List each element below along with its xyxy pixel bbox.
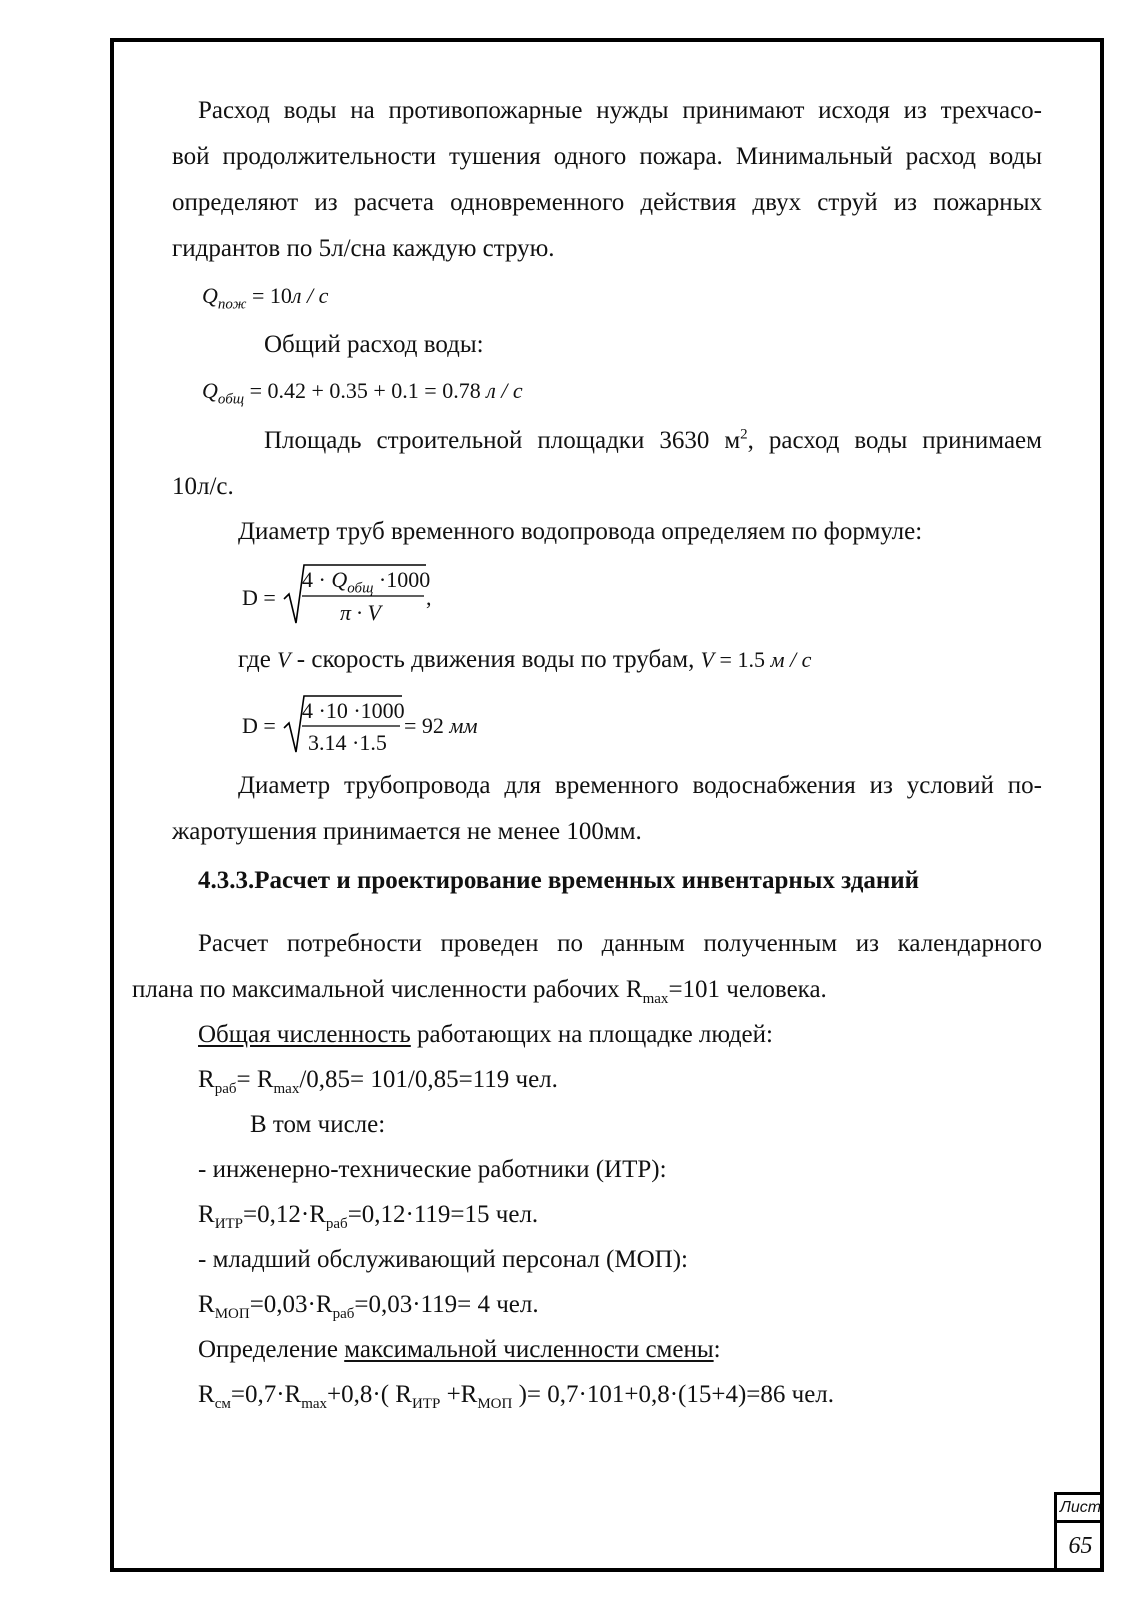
formula-symbol: V [700, 647, 715, 672]
mop-label: - младший обслуживающий персонал (МОП): [198, 1246, 688, 1273]
text-span: - скорость движения воды по трубам, [290, 646, 701, 673]
text-span: +R [440, 1381, 478, 1408]
text-span: 4 · [302, 567, 332, 592]
text-span: =0,03·119= 4 чел. [354, 1291, 539, 1318]
formula-result [404, 711, 478, 741]
velocity-definition [238, 645, 811, 675]
text-span: =101 человека. [668, 976, 827, 1003]
subscript: МОП [477, 1396, 513, 1412]
formula-r-shift [198, 1380, 834, 1410]
paragraph-line: Диаметр трубопровода для временного водоснабжения из условий по- [238, 772, 1042, 799]
formula-comma: , [426, 585, 432, 610]
text-span: =0,7·R [230, 1381, 302, 1408]
paragraph-line [264, 426, 1042, 456]
formula-q-fire [202, 281, 328, 311]
text-span: где [238, 646, 278, 673]
text-span: = R [236, 1066, 274, 1093]
formula-symbol: Q [331, 567, 348, 592]
formula-r-itr [198, 1200, 538, 1230]
text-span: Определение [198, 1336, 345, 1363]
formula-unit: л / с [291, 283, 329, 308]
text-span: R [198, 1066, 215, 1093]
formula-subscript: пож [217, 296, 247, 313]
text-span: R [198, 1381, 215, 1408]
diameter-intro: Диаметр труб временного водопровода определяем по формуле: [238, 518, 923, 545]
text-span: R [198, 1291, 215, 1318]
formula-unit: м / с [770, 647, 812, 672]
itr-label: - инженерно-технические работники (ИТР): [198, 1156, 667, 1183]
formula-r-workers [198, 1065, 558, 1095]
formula-unit: мм [449, 713, 478, 738]
fraction-denominator: π · V [340, 600, 381, 625]
text-span: R [198, 1201, 215, 1228]
page-number: 65 [1068, 1533, 1093, 1559]
section-heading: 4.3.3.Расчет и проектирование временных инвентарных зданий [198, 867, 920, 894]
subscript: max [642, 991, 669, 1007]
formula-q-total [202, 376, 523, 406]
formula-value: = 10 [246, 283, 292, 308]
formula-d-lhs: D = [242, 713, 276, 738]
text-span: =0,12·119=15 чел. [347, 1201, 539, 1228]
subscript: раб [214, 1081, 237, 1097]
formula-subscript: общ [217, 391, 245, 408]
text-span: работающих на площадке людей: [410, 1021, 773, 1048]
text-span: /0,85= 101/0,85=119 чел. [299, 1066, 558, 1093]
paragraph-line: определяют из расчета одновременного действия двух струй из пожарных [172, 189, 1042, 216]
superscript: 2 [740, 426, 748, 443]
underlined-text: максимальной численности смены [344, 1336, 714, 1363]
sheet-stamp [1054, 1492, 1104, 1572]
formula-value: = 1.5 [714, 647, 771, 672]
paragraph-line: Расход воды на противопожарные нужды принимают исходя из трехчасо- [198, 97, 1042, 124]
formula-subscript: общ [347, 580, 374, 597]
total-workers-line [198, 1020, 773, 1050]
paragraph-line: гидрантов по 5л/сна каждую струю. [172, 235, 555, 262]
paragraph-line: Расчет потребности проведен по данным полученным из календарного [198, 930, 1042, 957]
sheet-label: Лист [1057, 1495, 1104, 1523]
formula-symbol: Q [202, 378, 218, 403]
formula-d-lhs: D = [242, 585, 276, 610]
shift-definition-line [198, 1335, 721, 1365]
including-label: В том числе: [250, 1111, 386, 1138]
text-span: : [713, 1336, 721, 1363]
formula-r-mop [198, 1290, 539, 1320]
text-span: , расход воды принимаем [747, 427, 1042, 454]
fraction-numerator: 4 ·10 ·1000 [302, 698, 405, 723]
text-span: ·1000 [373, 567, 431, 592]
subscript: раб [332, 1306, 355, 1322]
formula-value: = 92 [404, 713, 450, 738]
text-span: плана по максимальной численности рабочих R [132, 976, 643, 1003]
subscript: см [214, 1396, 231, 1412]
subscript: раб [325, 1216, 348, 1232]
subscript: ИТР [411, 1396, 441, 1412]
text-span: )= 0,7·101+0,8·(15+4)=86 чел. [512, 1381, 835, 1408]
paragraph-line: вой продолжительности тушения одного пожара. Минимальный расход воды [172, 143, 1042, 170]
formula-unit: л / с [486, 378, 523, 403]
subscript: ИТР [214, 1216, 244, 1232]
paragraph-line [132, 975, 827, 1005]
formula-symbol: V [277, 647, 291, 672]
text-span: Площадь строительной площадки 3630 м [264, 427, 741, 454]
subscript: max [301, 1396, 328, 1412]
subscript: max [273, 1081, 300, 1097]
formula-value: = 0.42 + 0.35 + 0.1 = 0.78 [244, 378, 487, 403]
underlined-text: Общая численность [198, 1021, 411, 1048]
paragraph-line: 10л/с. [172, 473, 234, 500]
text-span: =0,12·R [243, 1201, 326, 1228]
fraction-numerator [302, 565, 430, 595]
text-span: +0,8·( R [327, 1381, 412, 1408]
text-span: =0,03·R [249, 1291, 333, 1318]
subscript: МОП [214, 1306, 250, 1322]
total-water-label: Общий расход воды: [264, 331, 484, 358]
fraction-denominator: 3.14 ·1.5 [308, 730, 387, 755]
formula-symbol: Q [202, 283, 218, 308]
paragraph-line: жаротушения принимается не менее 100мм. [172, 818, 642, 845]
